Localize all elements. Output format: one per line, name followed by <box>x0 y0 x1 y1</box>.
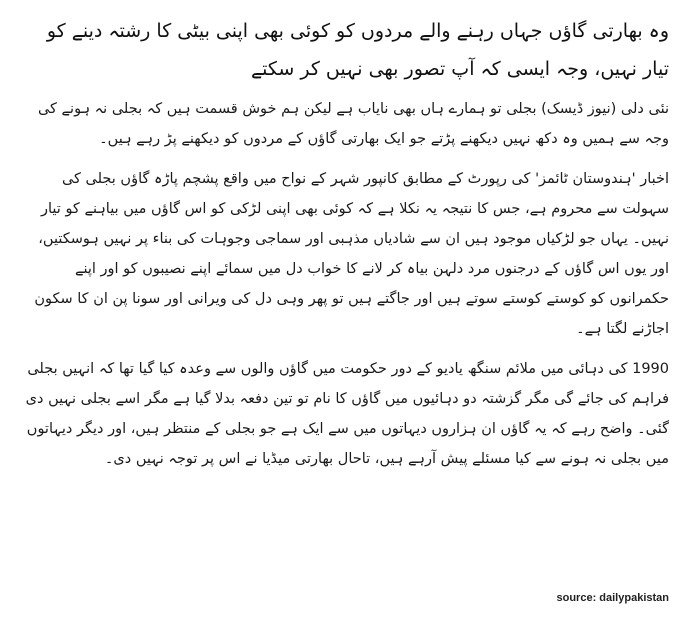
source-credit: source: dailypakistan <box>556 592 669 604</box>
article-headline: وہ بھارتی گاؤں جہاں رہنے والے مردوں کو کوئی بھی اپنی بیٹی کا رشتہ دینے کو تیار نہیں، وجہ ایسی کہ آپ تصور بھی نہیں کر سکتے <box>46 20 669 80</box>
article-paragraph-2: اخبار 'ہندوستان ٹائمز' کی رپورٹ کے مطابق کانپور شہر کے نواح میں واقع پشچم پاڑہ گاؤں بجلی کی سہولت سے محروم ہے، جس کا نتیجہ یہ نکلا ہے کہ کوئی بھی اپنی لڑکی کو اس گاؤں میں بیاہنے کو تیار نہیں۔ یہاں جو لڑکیاں موجود ہیں ان سے شادیاں مذہبی اور سماجی وجوہات کی بناء پر نہیں ہوسکتیں، اور یوں اس گاؤں کے درجنوں مرد دلہن بیاہ کر لانے کا خواب دل میں سمائے اپنے نصیبوں کو اور اپنے حکمرانوں کو کوستے کوستے سوتے ہیں اور جاگتے ہیں تو پھر وہی دل کی ویرانی اور سونا پن ان کا سکون اجاڑنے لگتا ہے۔ <box>34 171 669 337</box>
article-paragraph-3: 1990 کی دہائی میں ملائم سنگھ یادیو کے دور حکومت میں گاؤں والوں سے وعدہ کیا گیا تھا کہ انہیں بجلی فراہم کی جائے گی مگر گزشتہ دو دہائیوں میں گاؤں کا نام تو تین دفعہ بدلا گیا ہے مگر اسے بجلی نہیں دی گئی۔ واضح رہے کہ یہ گاؤں ان ہزاروں دیہاتوں میں سے ایک ہے جو بجلی کے منتظر ہیں، اور دیگر دیہاتوں میں بجلی نہ ہونے سے کیا مسئلے پیش آرہے ہیں، تاحال بھارتی میڈیا نے اس پر توجہ نہیں دی۔ <box>25 361 669 467</box>
article-body <box>22 12 669 484</box>
article-paragraph-1: نئی دلی (نیوز ڈیسک) بجلی تو ہمارے ہاں بھی نایاب ہے لیکن ہم خوش قسمت ہیں کہ بجلی نہ ہونے کی وجہ سے ہمیں وہ دکھ نہیں دیکھنے پڑتے جو ایک بھارتی گاؤں کے مردوں کو دیکھنے پڑ رہے ہیں۔ <box>37 101 669 147</box>
